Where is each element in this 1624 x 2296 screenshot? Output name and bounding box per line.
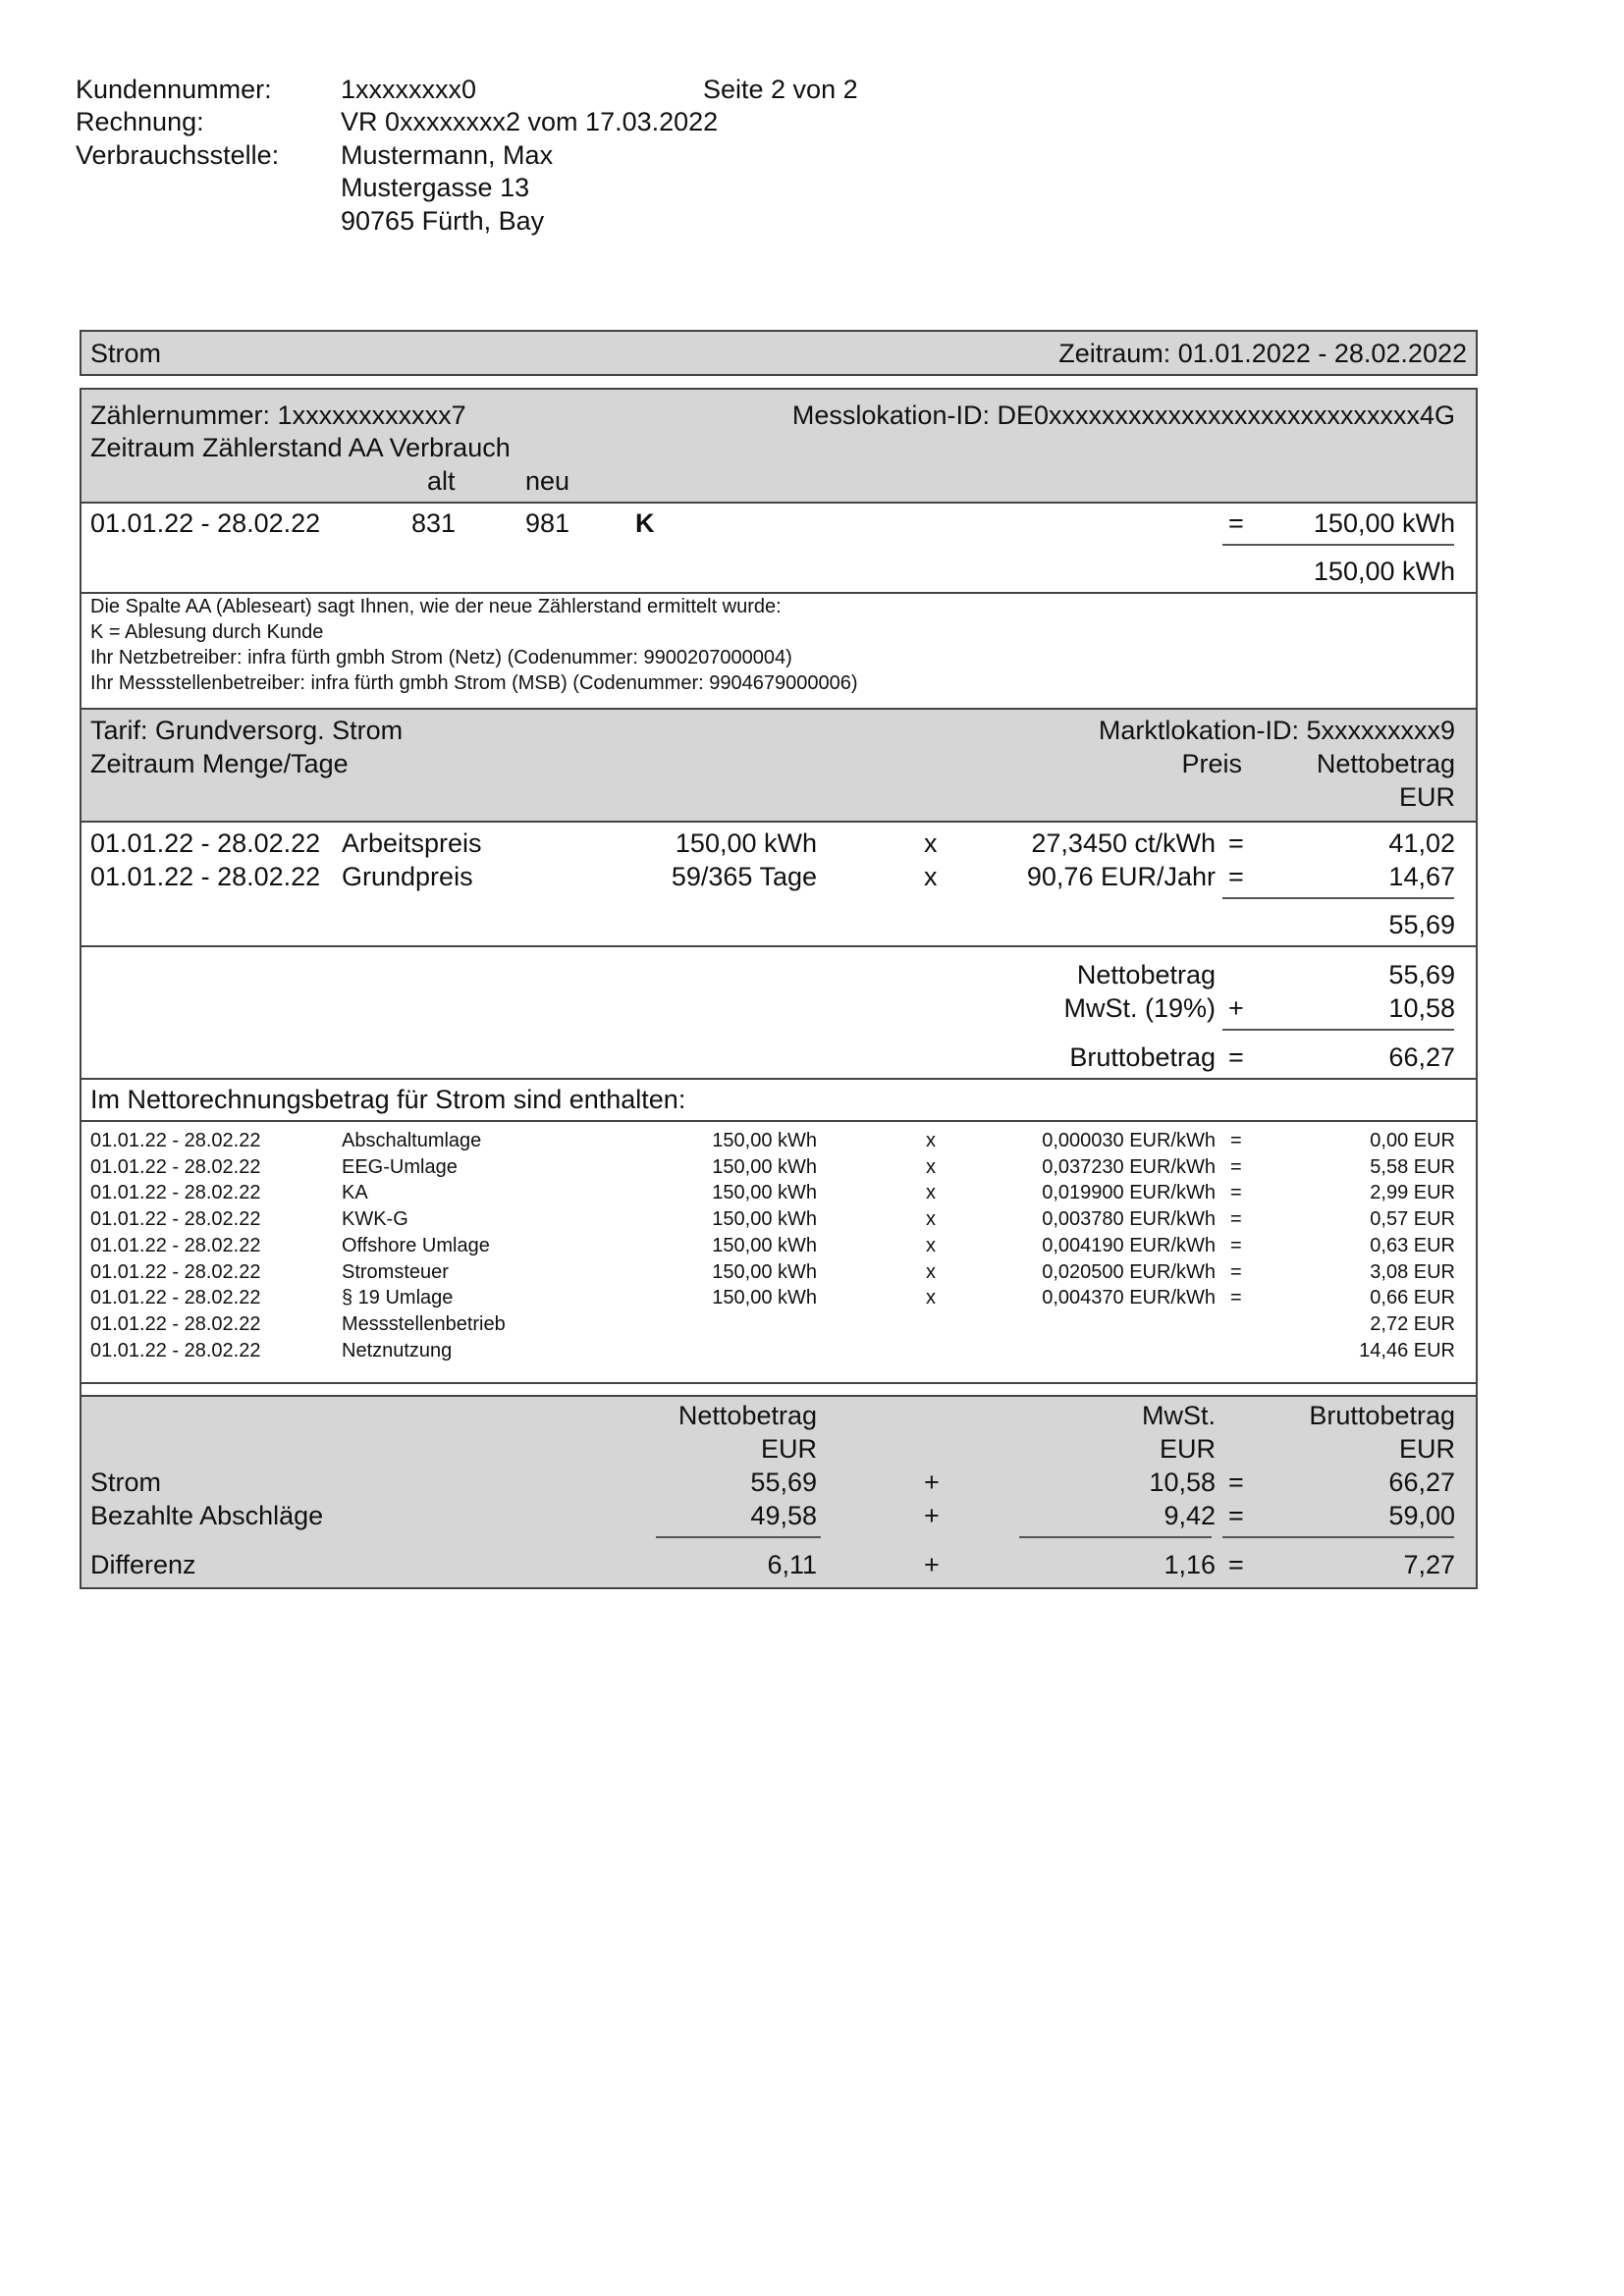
tarif-menge: 59/365 Tage <box>671 862 817 891</box>
levy-period: 01.01.22 - 28.02.22 <box>90 1234 261 1256</box>
summary-label: Bezahlte Abschläge <box>90 1501 324 1530</box>
mwst-plus: + <box>1228 993 1244 1023</box>
address-name: Mustermann, Max <box>341 140 554 170</box>
levy-preis: 0,019900 EUR/kWh <box>1042 1182 1216 1204</box>
tarif-betrag: 41,02 <box>1388 828 1455 858</box>
difference-eq: = <box>1228 1550 1244 1579</box>
tarif-header <box>81 710 1476 821</box>
summary-brutto: 66,27 <box>1388 1468 1455 1497</box>
tarif-preis: 90,76 EUR/Jahr <box>1026 862 1216 891</box>
levy-period: 01.01.22 - 28.02.22 <box>90 1260 261 1283</box>
levy-x: x <box>926 1130 936 1151</box>
levy-eq: = <box>1230 1155 1242 1178</box>
levy-eq: = <box>1230 1260 1242 1283</box>
kundennummer-label: Kundennummer: <box>76 75 272 104</box>
tarif-col-preis: Preis <box>1181 749 1242 778</box>
mwst-label: MwSt. (19%) <box>1063 993 1216 1023</box>
brutto-label: Bruttobetrag <box>1069 1042 1216 1072</box>
levy-preis: 0,004190 EUR/kWh <box>1042 1234 1216 1256</box>
levy-eq: = <box>1230 1182 1242 1204</box>
levy-period: 01.01.22 - 28.02.22 <box>90 1130 261 1151</box>
levy-betrag: 2,72 EUR <box>1370 1312 1455 1335</box>
tarif-x: x <box>924 828 938 858</box>
levy-eq: = <box>1230 1234 1242 1256</box>
tarif-col-eur: EUR <box>1398 782 1455 812</box>
levy-name: EEG-Umlage <box>342 1155 458 1178</box>
levy-preis: 0,003780 EUR/kWh <box>1042 1208 1216 1231</box>
levy-betrag: 14,46 EUR <box>1359 1339 1455 1362</box>
levy-betrag: 5,58 EUR <box>1370 1155 1455 1178</box>
strom-title-bar <box>80 330 1478 376</box>
levy-period: 01.01.22 - 28.02.22 <box>90 1182 261 1204</box>
summary-brutto-head: Bruttobetrag <box>1309 1401 1455 1430</box>
levy-betrag: 2,99 EUR <box>1370 1182 1455 1204</box>
levy-x: x <box>926 1287 936 1309</box>
difference-netto: 6,11 <box>767 1550 817 1579</box>
tarif-col-zeitraum: Zeitraum Menge/Tage <box>90 749 349 778</box>
summary-eq: = <box>1228 1468 1244 1497</box>
tarif-preis: 27,3450 ct/kWh <box>1031 828 1216 858</box>
note-line: Ihr Messstellenbetreiber: infra fürth gmbh Strom (MSB) (Codenummer: 9904679000006) <box>90 672 858 694</box>
summary-mwst: 10,58 <box>1149 1468 1216 1497</box>
meter-aa-value: K <box>635 508 655 538</box>
page-indicator: Seite 2 von 2 <box>703 75 858 104</box>
netto-value: 55,69 <box>1388 960 1455 989</box>
levy-betrag: 3,08 EUR <box>1370 1260 1455 1283</box>
levy-menge: 150,00 kWh <box>712 1182 817 1204</box>
messlokation-id: Messlokation-ID: DE0xxxxxxxxxxxxxxxxxxxxxxxxxxxx4G <box>791 400 1455 430</box>
col-alt: alt <box>427 466 456 496</box>
levy-period: 01.01.22 - 28.02.22 <box>90 1312 261 1335</box>
meter-header <box>81 390 1476 502</box>
netto-label: Nettobetrag <box>1076 960 1216 989</box>
note-line: K = Ablesung durch Kunde <box>90 621 324 643</box>
levy-x: x <box>926 1234 936 1256</box>
levy-betrag: 0,57 EUR <box>1370 1208 1455 1231</box>
strom-detail-box <box>80 388 1478 1589</box>
address-city: 90765 Fürth, Bay <box>341 206 545 236</box>
levy-x: x <box>926 1208 936 1231</box>
billing-period: Zeitraum: 01.01.2022 - 28.02.2022 <box>1058 339 1467 368</box>
levy-name: KWK-G <box>342 1208 408 1231</box>
summary-label: Strom <box>90 1468 162 1497</box>
tarif-x: x <box>924 862 938 891</box>
summary-mwst-head: MwSt. <box>1141 1401 1216 1430</box>
col-neu: neu <box>525 466 570 496</box>
difference-plus: + <box>924 1550 940 1579</box>
tarif-eq: = <box>1228 828 1244 858</box>
levy-menge: 150,00 kWh <box>712 1130 817 1151</box>
levy-name: Stromsteuer <box>342 1260 449 1283</box>
brutto-equals: = <box>1228 1042 1244 1072</box>
levy-name: § 19 Umlage <box>342 1287 454 1309</box>
levy-menge: 150,00 kWh <box>712 1234 817 1256</box>
tarif-period: 01.01.22 - 28.02.22 <box>90 828 321 858</box>
meter-number: Zählernummer: 1xxxxxxxxxxxx7 <box>90 400 466 430</box>
levy-x: x <box>926 1260 936 1283</box>
levy-menge: 150,00 kWh <box>712 1260 817 1283</box>
summary-block <box>81 1395 1476 1587</box>
summary-brutto-eur: EUR <box>1398 1434 1455 1464</box>
meter-consumption: 150,00 kWh <box>1313 508 1455 538</box>
note-line: Ihr Netzbetreiber: infra fürth gmbh Strom (Netz) (Codenummer: 9900207000004) <box>90 647 792 668</box>
marktlokation-id: Marktlokation-ID: 5xxxxxxxxx9 <box>1098 716 1455 745</box>
levy-x: x <box>926 1155 936 1178</box>
levy-preis: 0,020500 EUR/kWh <box>1042 1260 1216 1283</box>
meter-alt-value: 831 <box>411 508 457 538</box>
levy-eq: = <box>1230 1130 1242 1151</box>
summary-netto-eur: EUR <box>760 1434 817 1464</box>
rechnung-label: Rechnung: <box>76 107 204 136</box>
difference-label: Differenz <box>90 1550 196 1579</box>
section-title: Strom <box>90 339 162 368</box>
brutto-value: 66,27 <box>1388 1042 1455 1072</box>
levy-betrag: 0,00 EUR <box>1370 1130 1455 1151</box>
levy-period: 01.01.22 - 28.02.22 <box>90 1155 261 1178</box>
levy-name: KA <box>342 1182 368 1204</box>
kundennummer-value: 1xxxxxxxx0 <box>341 75 477 104</box>
mwst-value: 10,58 <box>1388 993 1455 1023</box>
levy-menge: 150,00 kWh <box>712 1208 817 1231</box>
tarif-period: 01.01.22 - 28.02.22 <box>90 862 321 891</box>
summary-mwst: 9,42 <box>1164 1501 1216 1530</box>
address-street: Mustergasse 13 <box>341 173 530 202</box>
enthalten-title: Im Nettorechnungsbetrag für Strom sind enthalten: <box>90 1085 686 1114</box>
tarif-menge: 150,00 kWh <box>675 828 817 858</box>
levy-betrag: 0,63 EUR <box>1370 1234 1455 1256</box>
summary-brutto: 59,00 <box>1388 1501 1455 1530</box>
summary-plus: + <box>924 1468 940 1497</box>
tarif-betrag: 14,67 <box>1388 862 1455 891</box>
difference-mwst: 1,16 <box>1164 1550 1216 1579</box>
difference-brutto: 7,27 <box>1403 1550 1455 1579</box>
summary-netto: 55,69 <box>750 1468 817 1497</box>
levy-period: 01.01.22 - 28.02.22 <box>90 1339 261 1362</box>
tarif-sum: 55,69 <box>1388 910 1455 939</box>
levy-betrag: 0,66 EUR <box>1370 1287 1455 1309</box>
tarif-title: Tarif: Grundversorg. Strom <box>90 716 404 745</box>
levy-name: Offshore Umlage <box>342 1234 490 1256</box>
note-line: Die Spalte AA (Ableseart) sagt Ihnen, wie der neue Zählerstand ermittelt wurde: <box>90 596 782 617</box>
levy-eq: = <box>1230 1208 1242 1231</box>
levy-preis: 0,004370 EUR/kWh <box>1042 1287 1216 1309</box>
levy-period: 01.01.22 - 28.02.22 <box>90 1287 261 1309</box>
tarif-art: Arbeitspreis <box>342 828 482 858</box>
verbrauchsstelle-label: Verbrauchsstelle: <box>76 140 280 170</box>
levy-name: Messstellenbetrieb <box>342 1312 506 1335</box>
summary-eq: = <box>1228 1501 1244 1530</box>
meter-equals: = <box>1228 508 1244 538</box>
levy-menge: 150,00 kWh <box>712 1287 817 1309</box>
meter-total: 150,00 kWh <box>1313 557 1455 586</box>
summary-mwst-eur: EUR <box>1159 1434 1216 1464</box>
levy-preis: 0,000030 EUR/kWh <box>1042 1130 1216 1151</box>
summary-netto-head: Nettobetrag <box>677 1401 817 1430</box>
tarif-eq: = <box>1228 862 1244 891</box>
summary-plus: + <box>924 1501 940 1530</box>
tarif-art: Grundpreis <box>342 862 473 891</box>
summary-netto: 49,58 <box>750 1501 817 1530</box>
levy-preis: 0,037230 EUR/kWh <box>1042 1155 1216 1178</box>
levy-menge: 150,00 kWh <box>712 1155 817 1178</box>
levy-name: Netznutzung <box>342 1339 453 1362</box>
meter-column-head: Zeitraum Zählerstand AA Verbrauch <box>90 433 511 462</box>
levy-period: 01.01.22 - 28.02.22 <box>90 1208 261 1231</box>
levy-eq: = <box>1230 1287 1242 1309</box>
rechnung-value: VR 0xxxxxxxx2 vom 17.03.2022 <box>341 107 719 136</box>
meter-neu-value: 981 <box>525 508 570 538</box>
levy-x: x <box>926 1182 936 1204</box>
levy-name: Abschaltumlage <box>342 1130 482 1151</box>
meter-period: 01.01.22 - 28.02.22 <box>90 508 321 538</box>
tarif-col-netto: Nettobetrag <box>1316 749 1455 778</box>
